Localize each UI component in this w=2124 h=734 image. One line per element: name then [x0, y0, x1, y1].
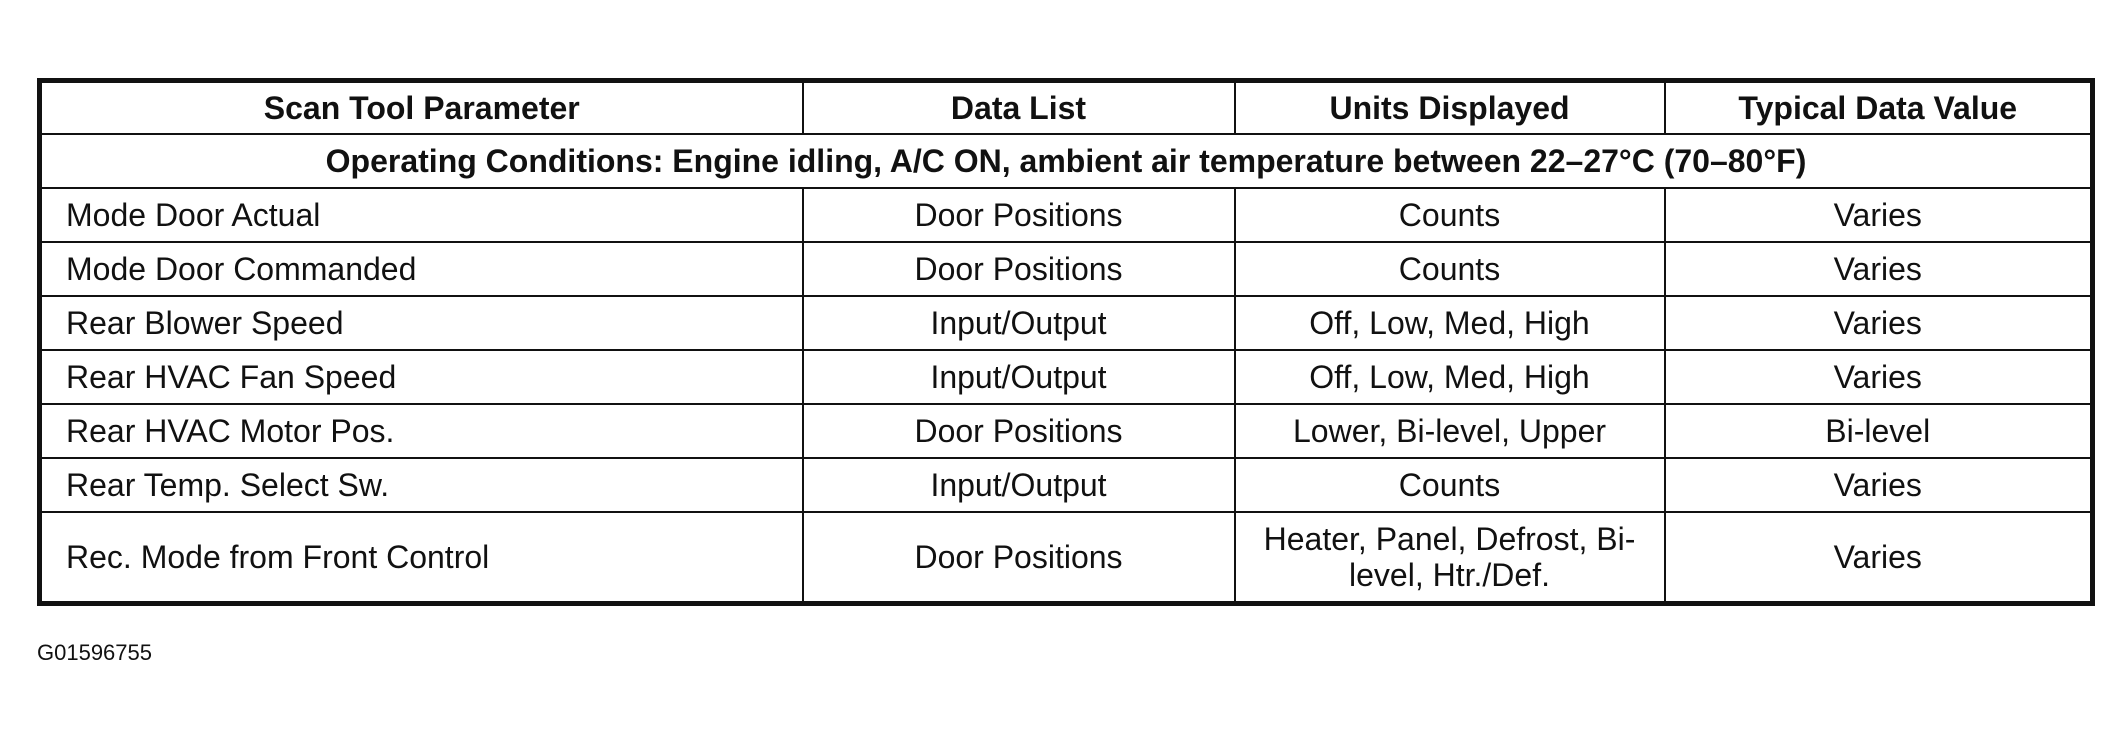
- cell-parameter: Rear Blower Speed: [40, 296, 803, 350]
- cell-parameter: Rec. Mode from Front Control: [40, 512, 803, 604]
- cell-typical-value: Varies: [1665, 512, 2093, 604]
- cell-units: Counts: [1235, 188, 1665, 242]
- cell-typical-value: Varies: [1665, 188, 2093, 242]
- cell-parameter: Rear HVAC Motor Pos.: [40, 404, 803, 458]
- cell-data-list: Input/Output: [803, 350, 1235, 404]
- cell-parameter: Mode Door Actual: [40, 188, 803, 242]
- cell-units: Lower, Bi-level, Upper: [1235, 404, 1665, 458]
- header-scan-tool-parameter: Scan Tool Parameter: [40, 81, 803, 135]
- header-units-displayed: Units Displayed: [1235, 81, 1665, 135]
- cell-typical-value: Varies: [1665, 242, 2093, 296]
- operating-conditions: Operating Conditions: Engine idling, A/C ON, ambient air temperature between 22–27°C (70–80°F): [40, 134, 2093, 188]
- table-row: [40, 188, 2093, 242]
- cell-data-list: Input/Output: [803, 296, 1235, 350]
- cell-data-list: Input/Output: [803, 458, 1235, 512]
- table-row: [40, 512, 2093, 604]
- cell-typical-value: Bi-level: [1665, 404, 2093, 458]
- cell-typical-value: Varies: [1665, 296, 2093, 350]
- cell-units: Off, Low, Med, High: [1235, 296, 1665, 350]
- scan-tool-data-table: [37, 78, 2095, 606]
- table-row: [40, 242, 2093, 296]
- cell-units: Heater, Panel, Defrost, Bi-level, Htr./Def.: [1235, 512, 1665, 604]
- cell-typical-value: Varies: [1665, 458, 2093, 512]
- table-row: [40, 296, 2093, 350]
- table-row: [40, 350, 2093, 404]
- cell-parameter: Mode Door Commanded: [40, 242, 803, 296]
- header-typical-data-value: Typical Data Value: [1665, 81, 2093, 135]
- cell-data-list: Door Positions: [803, 188, 1235, 242]
- cell-units: Off, Low, Med, High: [1235, 350, 1665, 404]
- cell-data-list: Door Positions: [803, 512, 1235, 604]
- operating-conditions-row: [40, 134, 2093, 188]
- table-header-row: [40, 81, 2093, 135]
- table-row: [40, 458, 2093, 512]
- cell-data-list: Door Positions: [803, 404, 1235, 458]
- cell-parameter: Rear Temp. Select Sw.: [40, 458, 803, 512]
- scan-tool-table-container: [37, 78, 2090, 606]
- cell-data-list: Door Positions: [803, 242, 1235, 296]
- table-row: [40, 404, 2093, 458]
- figure-id: G01596755: [37, 640, 152, 665]
- cell-parameter: Rear HVAC Fan Speed: [40, 350, 803, 404]
- cell-units: Counts: [1235, 242, 1665, 296]
- cell-typical-value: Varies: [1665, 350, 2093, 404]
- cell-units: Counts: [1235, 458, 1665, 512]
- header-data-list: Data List: [803, 81, 1235, 135]
